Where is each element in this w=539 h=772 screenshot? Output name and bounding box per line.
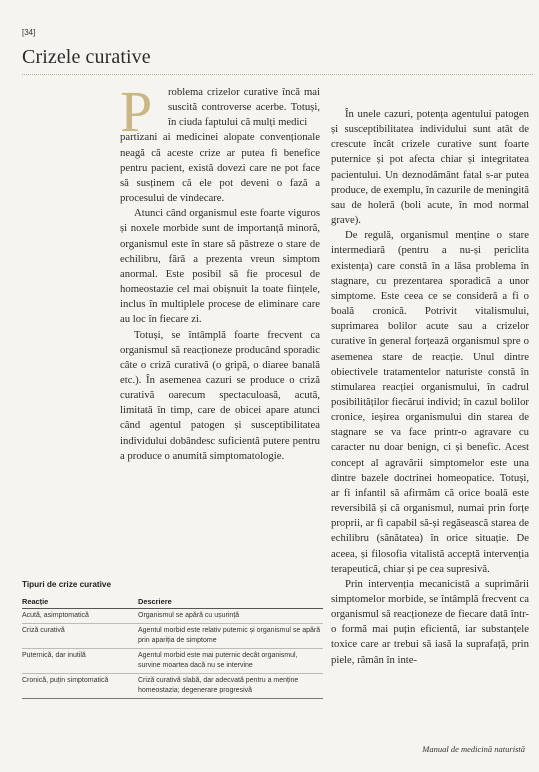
table-cell-reaction: Criză curativă <box>22 624 138 649</box>
paragraph-3: Totuși, se întâmplă foarte frecvent ca organismul să reacționeze producând sporadic câte o criză curativă (o gripă, o diaree banală etc.). În asemenea cazuri se produce o criză curativă oarecum spectaculoasă, acută, limitată în timp, care de obicei apare atunci când agentul patogen și susceptibilitatea individului dobândesc suficientă putere pentru a produce o anumită simptomatologie. <box>120 328 320 462</box>
crisis-types-table <box>22 595 323 699</box>
table-header-reaction: Reacție <box>22 595 138 609</box>
paragraph-5: De regulă, organismul menține o stare intermediară (pentru a nu-și periclita existența) care constă în a lăsa problema în stagnare, cu prezentarea sporadică a unor simptome. Este ceea ce se consideră a fi o boală cronică. Potrivit vitalismului, suprimarea bolilor acute sau a crizelor curative în general forțează organismul spre o asemenea stare de reacție. Unul dintre obiectivele tratamentelor naturiste constă în stimularea reacției organismului, în cadrul posibilităților fiecărui individ; în cazul bolilor cronice, ieșirea organismului din starea de stagnare se va face printr-o agravare cu caracter nu doar benign, ci și benefic. Acest concept al agravării simptomelor este una dintre bazele doctrinei homeopatice. Totuși, ar fi infantil să afirmăm că orice boală este reversibilă și că organismul, numai prin forțe proprii, ar fi capabil să-și regăsească starea de echilibru (sănătatea) în orice situație. De aceea, și filosofia vitalistă acceptă intervenția terapeutică, chiar și pe cea supresivă. <box>331 229 529 575</box>
table-row <box>22 674 323 699</box>
table-cell-reaction: Acută, asimptomatică <box>22 609 138 624</box>
drop-cap: P <box>120 79 153 144</box>
table-cell-description: Organismul se apără cu ușurință <box>138 609 323 624</box>
text-column-right <box>331 107 529 668</box>
paragraph-6: Prin intervenția mecanicistă a suprimării simptomelor morbide, se întâmplă frecvent ca organismul să reacționeze de fiecare dată într-o formă mai puțin eficientă, iar substanțele toxice care ar trebui să iasă la suprafață, prin piele, rămân în inte- <box>331 577 529 666</box>
table-cell-description: Agentul morbid este relativ puternic și organismul se apără prin apariția de simptome <box>138 624 323 649</box>
table-cell-description: Agentul morbid este mai puternic decât organismul, survine moartea dacă nu se intervine <box>138 649 323 674</box>
page-number: [34] <box>22 28 36 37</box>
table-row <box>22 609 323 624</box>
table-header-description: Descriere <box>138 595 323 609</box>
paragraph-4: În unele cazuri, potența agentului patogen și susceptibilitatea individului sunt atât de crescute încât crizele curative sunt foarte puternice și pot afecta chiar și integritatea pacientului. Un deznodământ fatal s-ar putea produce, de exemplu, în cazurile de meningită sau de holeră (boli acute, în mod normal grave). <box>331 108 529 227</box>
text-column-left <box>120 79 320 464</box>
table-row <box>22 624 323 649</box>
table-cell-description: Criză curativă slabă, dar adecvată pentru a menține homeostazia; degenerare progresivă <box>138 674 323 699</box>
book-title-footer: Manual de medicină naturistă <box>422 744 525 754</box>
table-header-row <box>22 595 323 609</box>
paragraph-1-lead: roblema crizelor curative încă mai suscită controverse acerbe. Totuși, în ciuda faptului că mulți medici <box>168 86 320 129</box>
table-row <box>22 649 323 674</box>
title-divider <box>22 74 533 75</box>
table-cell-reaction: Cronică, puțin simptomatică <box>22 674 138 699</box>
table-cell-reaction: Puternică, dar inutilă <box>22 649 138 674</box>
paragraph-2: Atunci când organismul este foarte viguros și noxele morbide sunt de importanță minoră, organismul este în stare să păstreze o stare de echilibru, fără a prezenta vreun simptom anormal. Este posibil să fie procesul de homeostazie cel mai obișnuit la toate ființele, inclus în multiplele procese de eliminare care au loc în fiecare zi. <box>120 207 320 326</box>
paragraph-1-rest: partizani ai medicinei alopate convenționale neagă că aceste crize ar putea fi benefice pentru pacient, există dovezi care ne pot face să susținem că ele pot deveni o fază a procesului de vindecare. <box>120 131 320 205</box>
table-title: Tipuri de crize curative <box>22 580 112 589</box>
page-title: Crizele curative <box>22 46 151 68</box>
